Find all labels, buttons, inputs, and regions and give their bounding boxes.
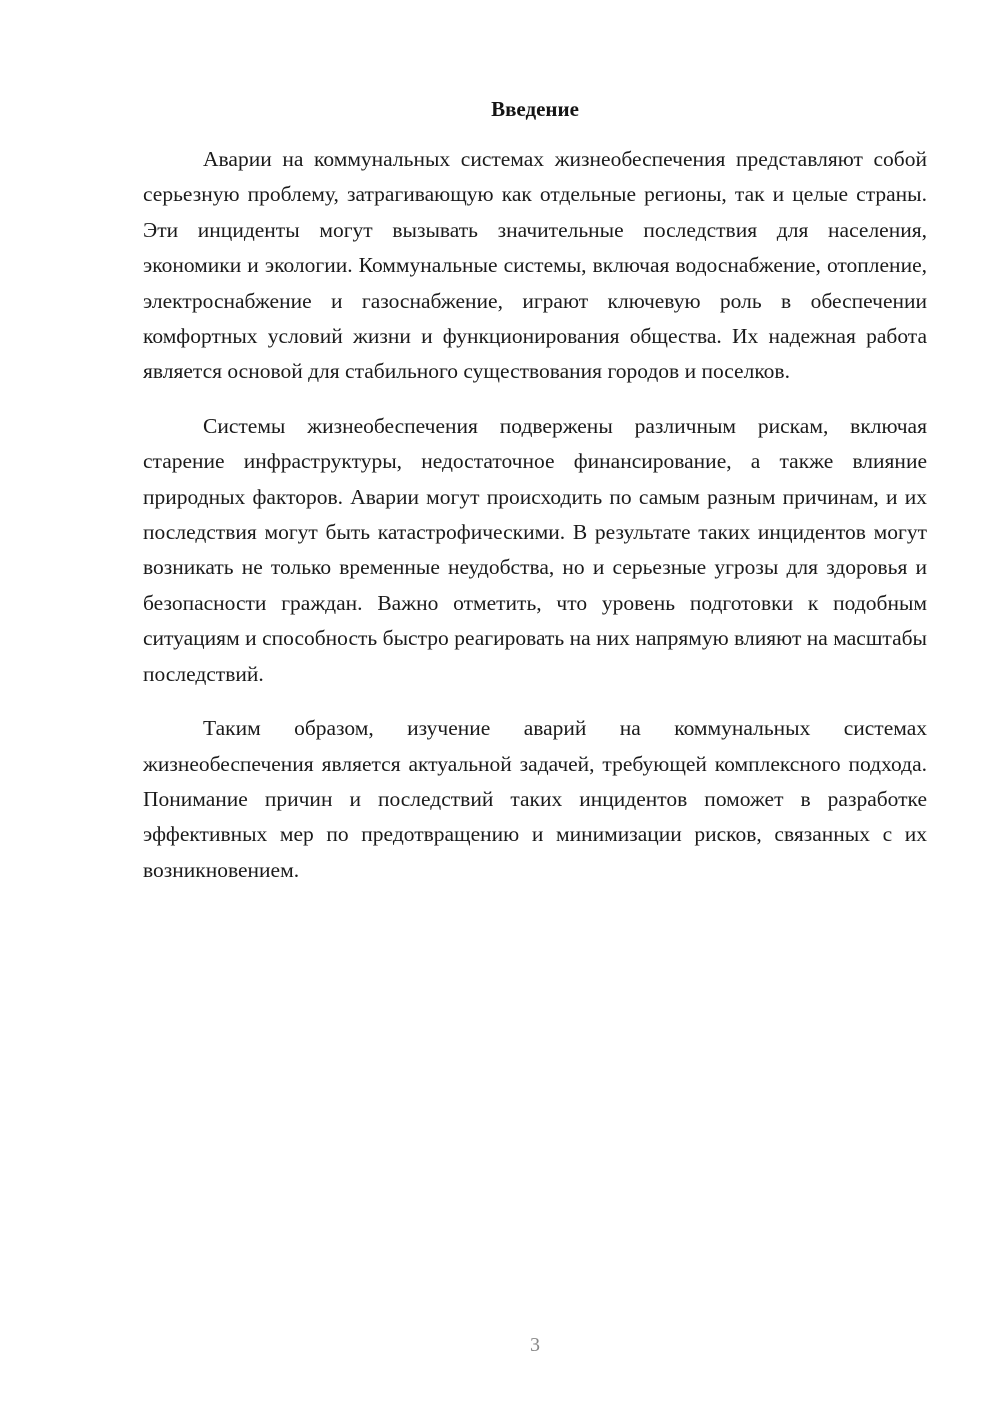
page-number: 3 bbox=[530, 1334, 540, 1356]
paragraph-3: Таким образом, изучение аварий на коммунальных системах жизнеобеспечения является актуальной задачей, требующей комплексного подхода. Понимание причин и последствий таких инцидентов поможет в разработке эффективных мер по предотвращению и минимизации рисков, связанных с их возникновением. bbox=[143, 716, 927, 882]
paragraph-1: Аварии на коммунальных системах жизнеобеспечения представляют собой серьезную проблему, затрагивающую как отдельные регионы, так и целые страны. Эти инциденты могут вызывать значительные последствия для населения, экономики и экологии. Коммунальные системы, включая водоснабжение, отопление, электроснабжение и газоснабжение, играют ключевую роль в обеспечении комфортных условий жизни и функционирования общества. Их надежная работа является основой для стабильного существования городов и поселков. bbox=[143, 147, 927, 384]
paragraph-2: Системы жизнеобеспечения подвержены различным рискам, включая старение инфраструктуры, недостаточное финансирование, а также влияние природных факторов. Аварии могут происходить по самым разным причинам, и их последствия могут быть катастрофическими. В результате таких инцидентов могут возникать не только временные неудобства, но и серьезные угрозы для здоровья и безопасности граждан. Важно отметить, что уровень подготовки к подобным ситуациям и способность быстро реагировать на них напрямую влияют на масштабы последствий. bbox=[143, 413, 927, 686]
section-title: Введение bbox=[491, 97, 579, 121]
body-text bbox=[143, 142, 927, 907]
